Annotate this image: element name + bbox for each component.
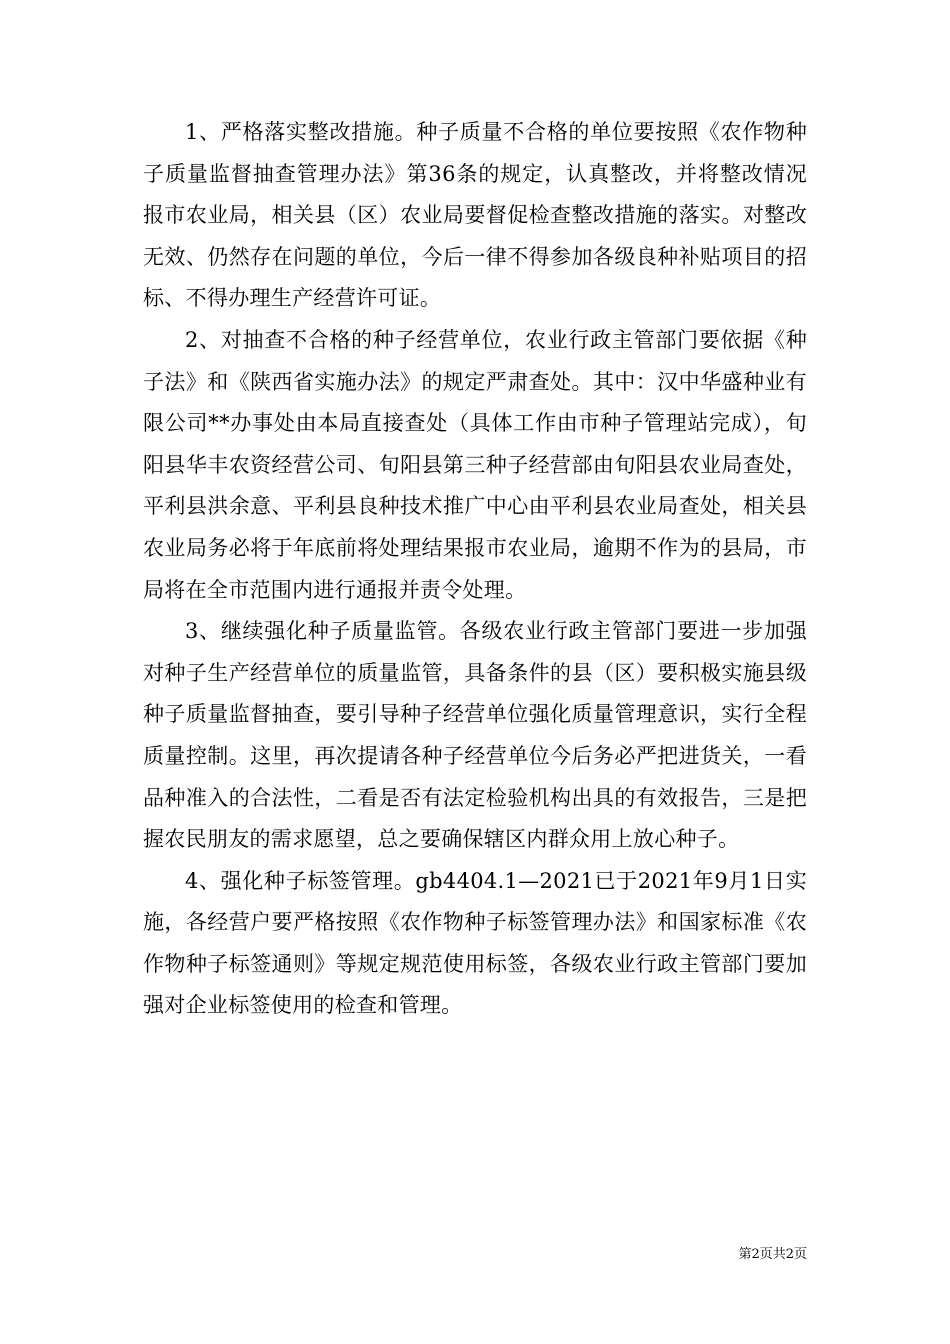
document-body [143,112,807,1027]
paragraph-rectification-measures: 1、严格落实整改措施。种子质量不合格的单位要按照《农作物种子质量监督抽查管理办法》第36条的规定，认真整改，并将整改情况报市农业局，相关县（区）农业局要督促检查整改措施的落实。对整改无效、仍然存在问题的单位，今后一律不得参加各级良种补贴项目的招标、不得办理生产经营许可证。 [143,120,807,311]
paragraph-quality-supervision: 3、继续强化种子质量监管。各级农业行政主管部门要进一步加强对种子生产经营单位的质量监管，具备条件的县（区）要积极实施县级种子质量监督抽查，要引导种子经营单位强化质量管理意识，实行全程质量控制。这里，再次提请各种子经营单位今后务必严把进货关，一看品种准入的合法性，二看是否有法定检验机构出具的有效报告，三是把握农民朋友的需求愿望，总之要确保辖区内群众用上放心种子。 [143,619,807,852]
paragraph-label-management: 4、强化种子标签管理。gb4404.1—2021已于2021年9月1日实施，各经营户要严格按照《农作物种子标签管理办法》和国家标准《农作物种子标签通则》等规定规范使用标签，各级农业行政主管部门要加强对企业标签使用的检查和管理。 [143,868,807,1018]
paragraph-investigation-handling: 2、对抽查不合格的种子经营单位，农业行政主管部门要依据《种子法》和《陕西省实施办法》的规定严肃查处。其中：汉中华盛种业有限公司**办事处由本局直接查处（具体工作由市种子管理站完成），旬阳县华丰农资经营公司、旬阳县第三种子经营部由旬阳县农业局查处，平利县洪余意、平利县良种技术推广中心由平利县农业局查处，相关县农业局务必将于年底前将处理结果报市农业局，逾期不作为的县局，市局将在全市范围内进行通报并责令处理。 [143,327,807,602]
page-number-footer: 第2页共2页 [738,1247,807,1262]
